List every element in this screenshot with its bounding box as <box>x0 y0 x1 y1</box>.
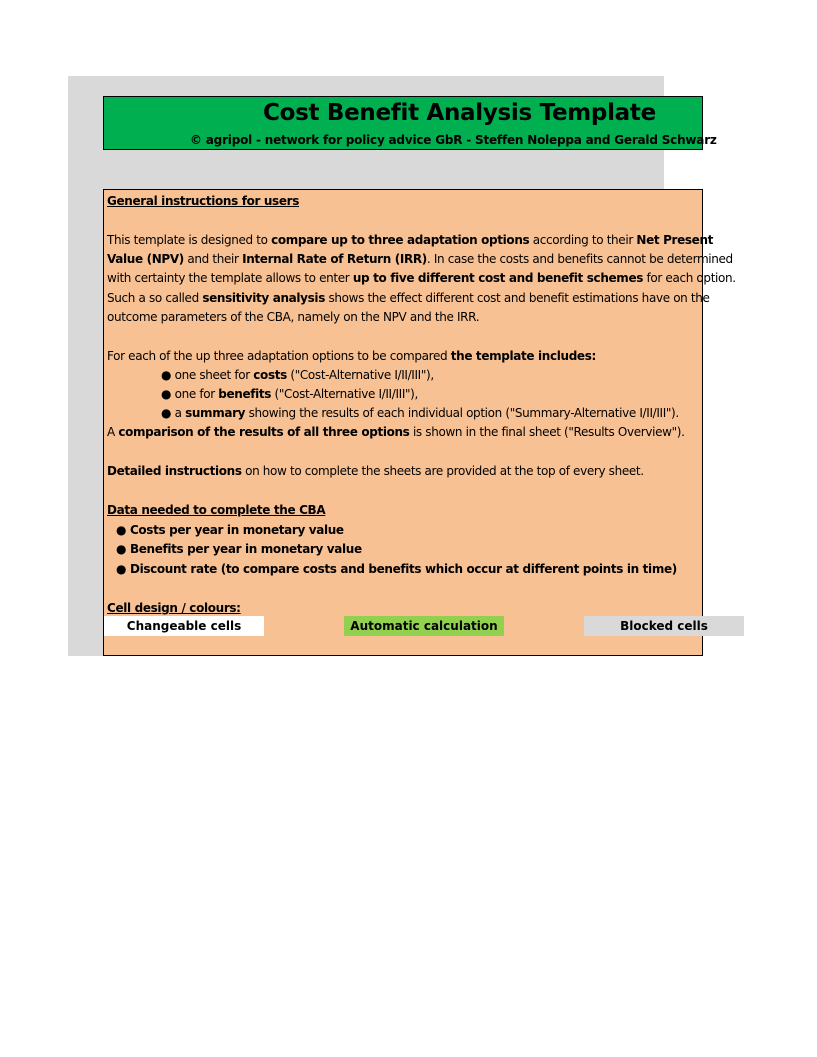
legend-changeable-cells: Changeable cells <box>104 616 264 636</box>
intro-line-2: Value (NPV) and their Internal Rate of Return (IRR). In case the costs and benefits cannot be determined <box>107 252 733 266</box>
data-needed-heading: Data needed to complete the CBA <box>107 503 326 517</box>
list-item-costs: ● one sheet for costs ("Cost-Alternative I/II/III"), <box>161 368 434 382</box>
comparison-line: A comparison of the results of all three options is shown in the final sheet ("Results Overview"). <box>107 425 685 439</box>
intro-line-5: outcome parameters of the CBA, namely on the NPV and the IRR. <box>107 310 480 324</box>
list-item-benefits: ● one for benefits ("Cost-Alternative I/II/III"), <box>161 387 418 401</box>
bullet-icon: ● <box>116 523 127 537</box>
cell-design-heading: Cell design / colours: <box>107 601 241 615</box>
copyright-subtitle: © agripol - network for policy advice GbR - Steffen Noleppa and Gerald Schwarz <box>190 133 717 147</box>
intro-line-4: Such a so called sensitivity analysis shows the effect different cost and benefit estimations have on the <box>107 291 710 305</box>
instructions-heading: General instructions for users <box>107 194 299 208</box>
bullet-icon: ● <box>161 406 172 420</box>
detailed-instructions-line: Detailed instructions on how to complete the sheets are provided at the top of every sheet. <box>107 464 644 478</box>
intro-line-3: with certainty the template allows to enter up to five different cost and benefit schemes for each option. <box>107 271 736 285</box>
instructions-panel <box>103 189 736 656</box>
data-item-benefits: ● Benefits per year in monetary value <box>116 542 362 556</box>
title-banner <box>103 96 717 150</box>
page-title: Cost Benefit Analysis Template <box>263 100 656 126</box>
template-includes-line: For each of the up three adaptation options to be compared the template includes: <box>107 349 596 363</box>
legend-blocked-cells: Blocked cells <box>584 616 744 636</box>
list-item-summary: ● a summary showing the results of each individual option ("Summary-Alternative I/II/III"). <box>161 406 679 420</box>
data-item-discount-rate: ● Discount rate (to compare costs and benefits which occur at different points in time) <box>116 562 677 576</box>
bullet-icon: ● <box>116 542 127 556</box>
bullet-icon: ● <box>116 562 127 576</box>
intro-line-1: This template is designed to compare up to three adaptation options according to their Net Present <box>107 233 714 247</box>
legend-automatic-calculation: Automatic calculation <box>344 616 504 636</box>
spreadsheet-area <box>68 76 736 656</box>
bullet-icon: ● <box>161 387 172 401</box>
bullet-icon: ● <box>161 368 172 382</box>
data-item-costs: ● Costs per year in monetary value <box>116 523 344 537</box>
